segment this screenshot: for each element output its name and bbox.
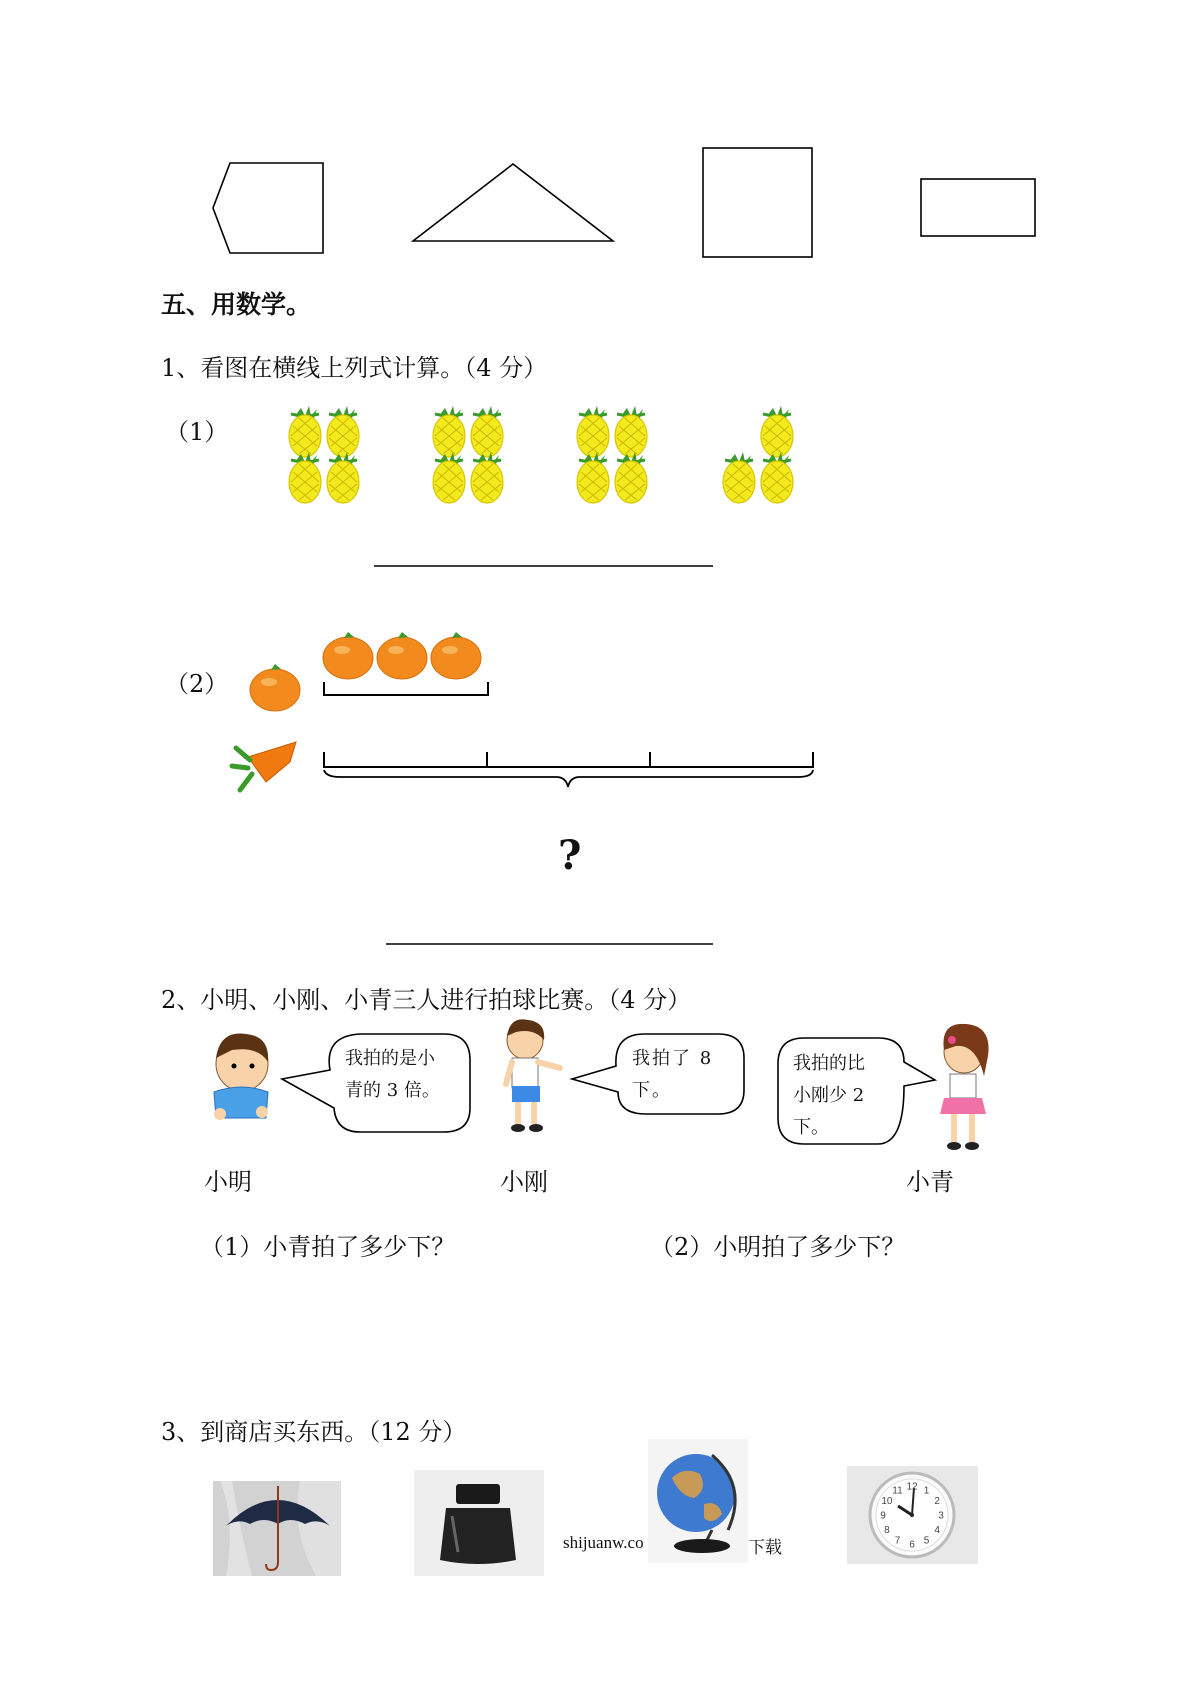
bubble-line: 我拍的是小: [345, 1048, 435, 1069]
question-mark: ?: [558, 832, 582, 879]
clock-number: 12: [906, 1481, 918, 1493]
q1-part1-label: （1）: [165, 418, 229, 446]
clock-number: 10: [881, 1496, 893, 1507]
clock-number: 9: [880, 1510, 886, 1522]
section-heading: 五、用数学。: [161, 290, 312, 319]
bubble-line: 青的 3 倍。: [345, 1080, 440, 1101]
clock-number: 8: [884, 1525, 890, 1536]
name-xiaoqing: 小青: [906, 1168, 954, 1196]
bubble-line: 下。: [632, 1080, 672, 1101]
ink-bottle-icon: [414, 1470, 544, 1576]
clock-number: 11: [892, 1485, 903, 1497]
clock-number: 5: [923, 1535, 930, 1547]
bubble-line: 我拍的比: [793, 1053, 865, 1074]
watermark-right: 下载: [748, 1538, 782, 1558]
name-xiaoming: 小明: [204, 1168, 252, 1196]
q3-title: 3、到商店买东西。（12 分）: [161, 1418, 467, 1446]
globe-icon: [648, 1439, 748, 1563]
q2-title: 2、小明、小刚、小青三人进行拍球比赛。（4 分）: [161, 986, 692, 1014]
bubble-line: 下。: [793, 1117, 829, 1138]
clock-number: 7: [894, 1535, 901, 1547]
q1-title: 1、看图在横线上列式计算。（4 分）: [161, 354, 548, 382]
bubble-line: 小刚少 2: [793, 1085, 865, 1106]
watermark-left: shijuanw.co: [563, 1533, 644, 1552]
clock-number: 4: [934, 1525, 940, 1536]
clock-number: 1: [923, 1485, 930, 1497]
bubble-line: 我拍了 8: [632, 1048, 714, 1069]
q2-sub1: （1）小青拍了多少下？: [200, 1233, 456, 1261]
clock-number: 3: [938, 1510, 944, 1522]
name-xiaogang: 小刚: [500, 1168, 548, 1196]
q2-sub2: （2）小明拍了多少下？: [650, 1233, 906, 1261]
umbrella-icon: [213, 1481, 341, 1576]
q1-part2-label: （2）: [165, 670, 229, 698]
clock-number: 6: [909, 1539, 915, 1551]
clock-number: 2: [934, 1496, 940, 1507]
